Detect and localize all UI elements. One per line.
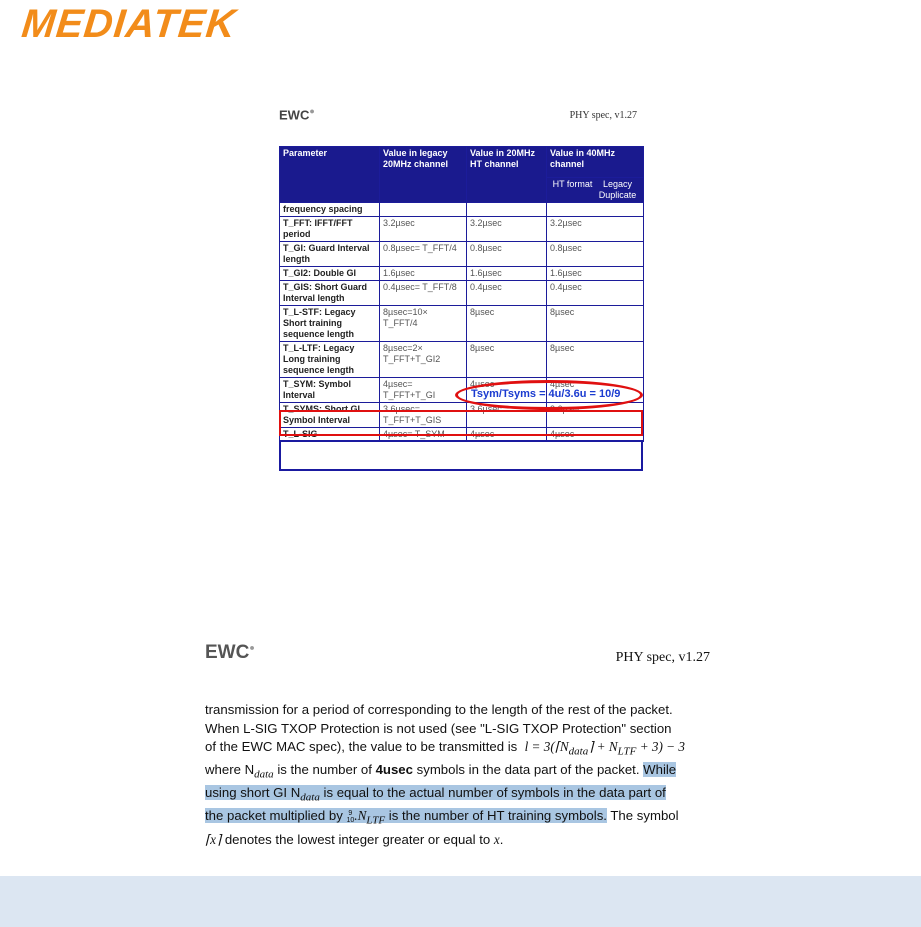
table-cell: T_GI: Guard Interval length (280, 242, 380, 267)
table-cell: T_L-SIG (280, 428, 380, 442)
table-cell: T_L-LTF: Legacy Long training sequence length (280, 342, 380, 378)
table-row (280, 306, 644, 342)
table-cell: T_L-STF: Legacy Short training sequence length (280, 306, 380, 342)
table-row (280, 203, 644, 217)
table-cell (547, 203, 644, 217)
table-cell: 8µsec (547, 306, 644, 342)
spec-version: PHY spec, v1.27 (615, 650, 710, 665)
table-cell: 4µsec= T_FFT+T_GI (380, 378, 467, 403)
spec-text-figure (200, 640, 720, 847)
ewc-logo: EWC● (205, 642, 255, 663)
table-row (280, 267, 644, 281)
table-cell: 4µsec= T_SYM (380, 428, 467, 442)
ewc-logo: EWC● (279, 106, 315, 123)
table-cell: 8µsec (467, 306, 547, 342)
table-cell: T_GI2: Double GI (280, 267, 380, 281)
table-cell: 0.4µsec (547, 281, 644, 306)
table-cell: 4µsec (467, 428, 547, 442)
table-cell: 0.4µsec= T_FFT/8 (380, 281, 467, 306)
spec-paragraph: transmission for a period of corresponding to the length of the rest of the packet. When L-SIG TXOP Protection is not used (see "L-SIG TXOP Protection" section of the EWC MAC spec), the value to be transmitted is $l = 3(⌈N_{data}⌉ + N_{LTF} + 3) - 3$ where $N_{data}$ is the number of 4usec symbols in the data part of the packet. While using short GI $N_{data}$ is equal to the actual number of symbols in the data part of the packet multiplied by 9 10 $.N_{LTF}$ is the number of HT training symbols. The symbol ⌈x⌉ denotes the lowest integer greater or equal to x. (205, 702, 685, 847)
table-cell: frequency spacing (280, 203, 380, 217)
table-cell: 0.8µsec= T_FFT/4 (380, 242, 467, 267)
table-row (280, 242, 644, 267)
table-cell: 1.6µsec (547, 267, 644, 281)
highlighted-text: While (643, 762, 677, 778)
table-cell: 0.8µsec (467, 242, 547, 267)
table-cell: 8µsec=2× T_FFT+T_GI2 (380, 342, 467, 378)
footer-bar (0, 876, 921, 927)
mediatek-logo: MEDIATEK (19, 2, 239, 46)
table-cell: T_FFT: IFFT/FFT period (280, 217, 380, 242)
spec-version: PHY spec, v1.27 (569, 110, 637, 121)
formula: $l = 3(⌈N_{data}⌉ + N_{LTF} + 3) - 3$ (524, 739, 685, 758)
table-header: Value in 20MHz HT channel (467, 147, 547, 203)
table-header-row (280, 147, 644, 178)
table-cell: T_GIS: Short Guard Interval length (280, 281, 380, 306)
table-header: Parameter (280, 147, 380, 203)
table-cell: 8µsec=10× T_FFT/4 (380, 306, 467, 342)
table-cell: 3.2µsec (547, 217, 644, 242)
spec-table-figure (275, 100, 647, 492)
table-cell: 0.4µsec (467, 281, 547, 306)
table-cell: T_SYMS: Short GI Symbol Interval (280, 403, 380, 428)
table-cell: 3.2µsec (467, 217, 547, 242)
table-cell: 3.6µsec= T_FFT+T_GIS (380, 403, 467, 428)
table-row (280, 281, 644, 306)
table-cell: 1.6µsec (380, 267, 467, 281)
table-header: Value in 40MHz channel (547, 147, 644, 178)
table-cell: 3.6µsec (547, 403, 644, 428)
table-cell: 0.8µsec (547, 242, 644, 267)
short-gi-highlight (279, 440, 643, 471)
table-cell (380, 203, 467, 217)
symbol-interval-highlight (279, 410, 643, 436)
table-cell: 4µsec (467, 378, 547, 403)
table-cell: 4µsec (547, 428, 644, 442)
table-cell: T_SYM: Symbol Interval (280, 378, 380, 403)
table-cell (467, 203, 547, 217)
table-subheader: HT format Legacy Duplicate (547, 178, 644, 203)
highlighted-text: using short GI $N_{data}$ is equal to the actual number of symbols in the data part of (205, 785, 666, 804)
table-row (280, 342, 644, 378)
table-cell: 3.6µsec (467, 403, 547, 428)
table-cell: 4µsec (547, 378, 644, 403)
table-cell: 1.6µsec (467, 267, 547, 281)
table-header: Value in legacy 20MHz channel (380, 147, 467, 203)
highlighted-text: the packet multiplied by 9 10 $.N_{LTF}$ is the number of HT training symbols. (205, 808, 607, 828)
table-cell: 8µsec (547, 342, 644, 378)
table-row (280, 217, 644, 242)
ratio-annotation: Tsym/Tsyms = 4u/3.6u = 10/9 (471, 388, 621, 400)
table-cell: 8µsec (467, 342, 547, 378)
table-cell: 3.2µsec (380, 217, 467, 242)
